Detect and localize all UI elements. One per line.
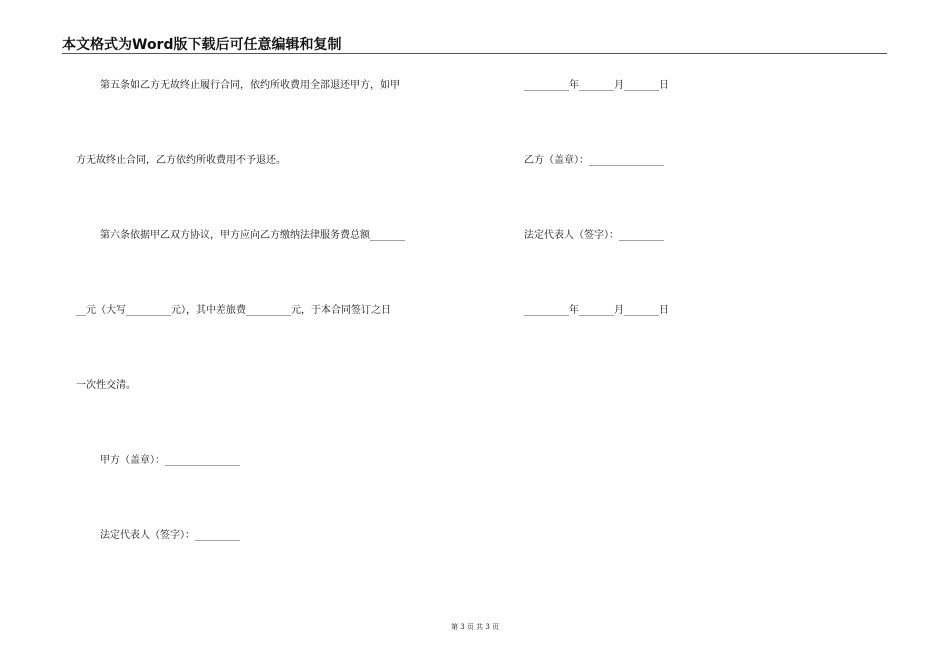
article-6-line-1: 第六条依据甲乙双方协议，甲方应向乙方缴纳法律服务费总额_______ (100, 230, 405, 241)
header-divider (62, 53, 887, 54)
article-5-line-1: 第五条如乙方无故终止履行合同，依约所收费用全部退还甲方，如甲 (100, 80, 400, 91)
page-number-footer: 第 3 页 共 3 页 (450, 623, 500, 631)
party-a-representative-line: 法定代表人（签字）：_________ (100, 530, 240, 541)
article-5-line-2: 方无故终止合同，乙方依约所收费用不予退还。 (76, 155, 286, 166)
article-6-line-3: 一次性交清。 (76, 380, 136, 391)
party-a-seal-line: 甲方（盖章）：_______________ (100, 455, 240, 466)
article-6-line-2: __元（大写_________元），其中差旅费_________元，于本合同签订之日 (76, 305, 391, 316)
party-b-representative-line: 法定代表人（签字）：_________ (524, 230, 664, 241)
date-line-1: _________年_______月_______日 (524, 80, 669, 91)
date-line-2: _________年_______月_______日 (524, 305, 669, 316)
party-b-seal-line: 乙方（盖章）：_______________ (524, 155, 664, 166)
document-header-title: 本文格式为Word版下载后可任意编辑和复制 (62, 37, 342, 53)
